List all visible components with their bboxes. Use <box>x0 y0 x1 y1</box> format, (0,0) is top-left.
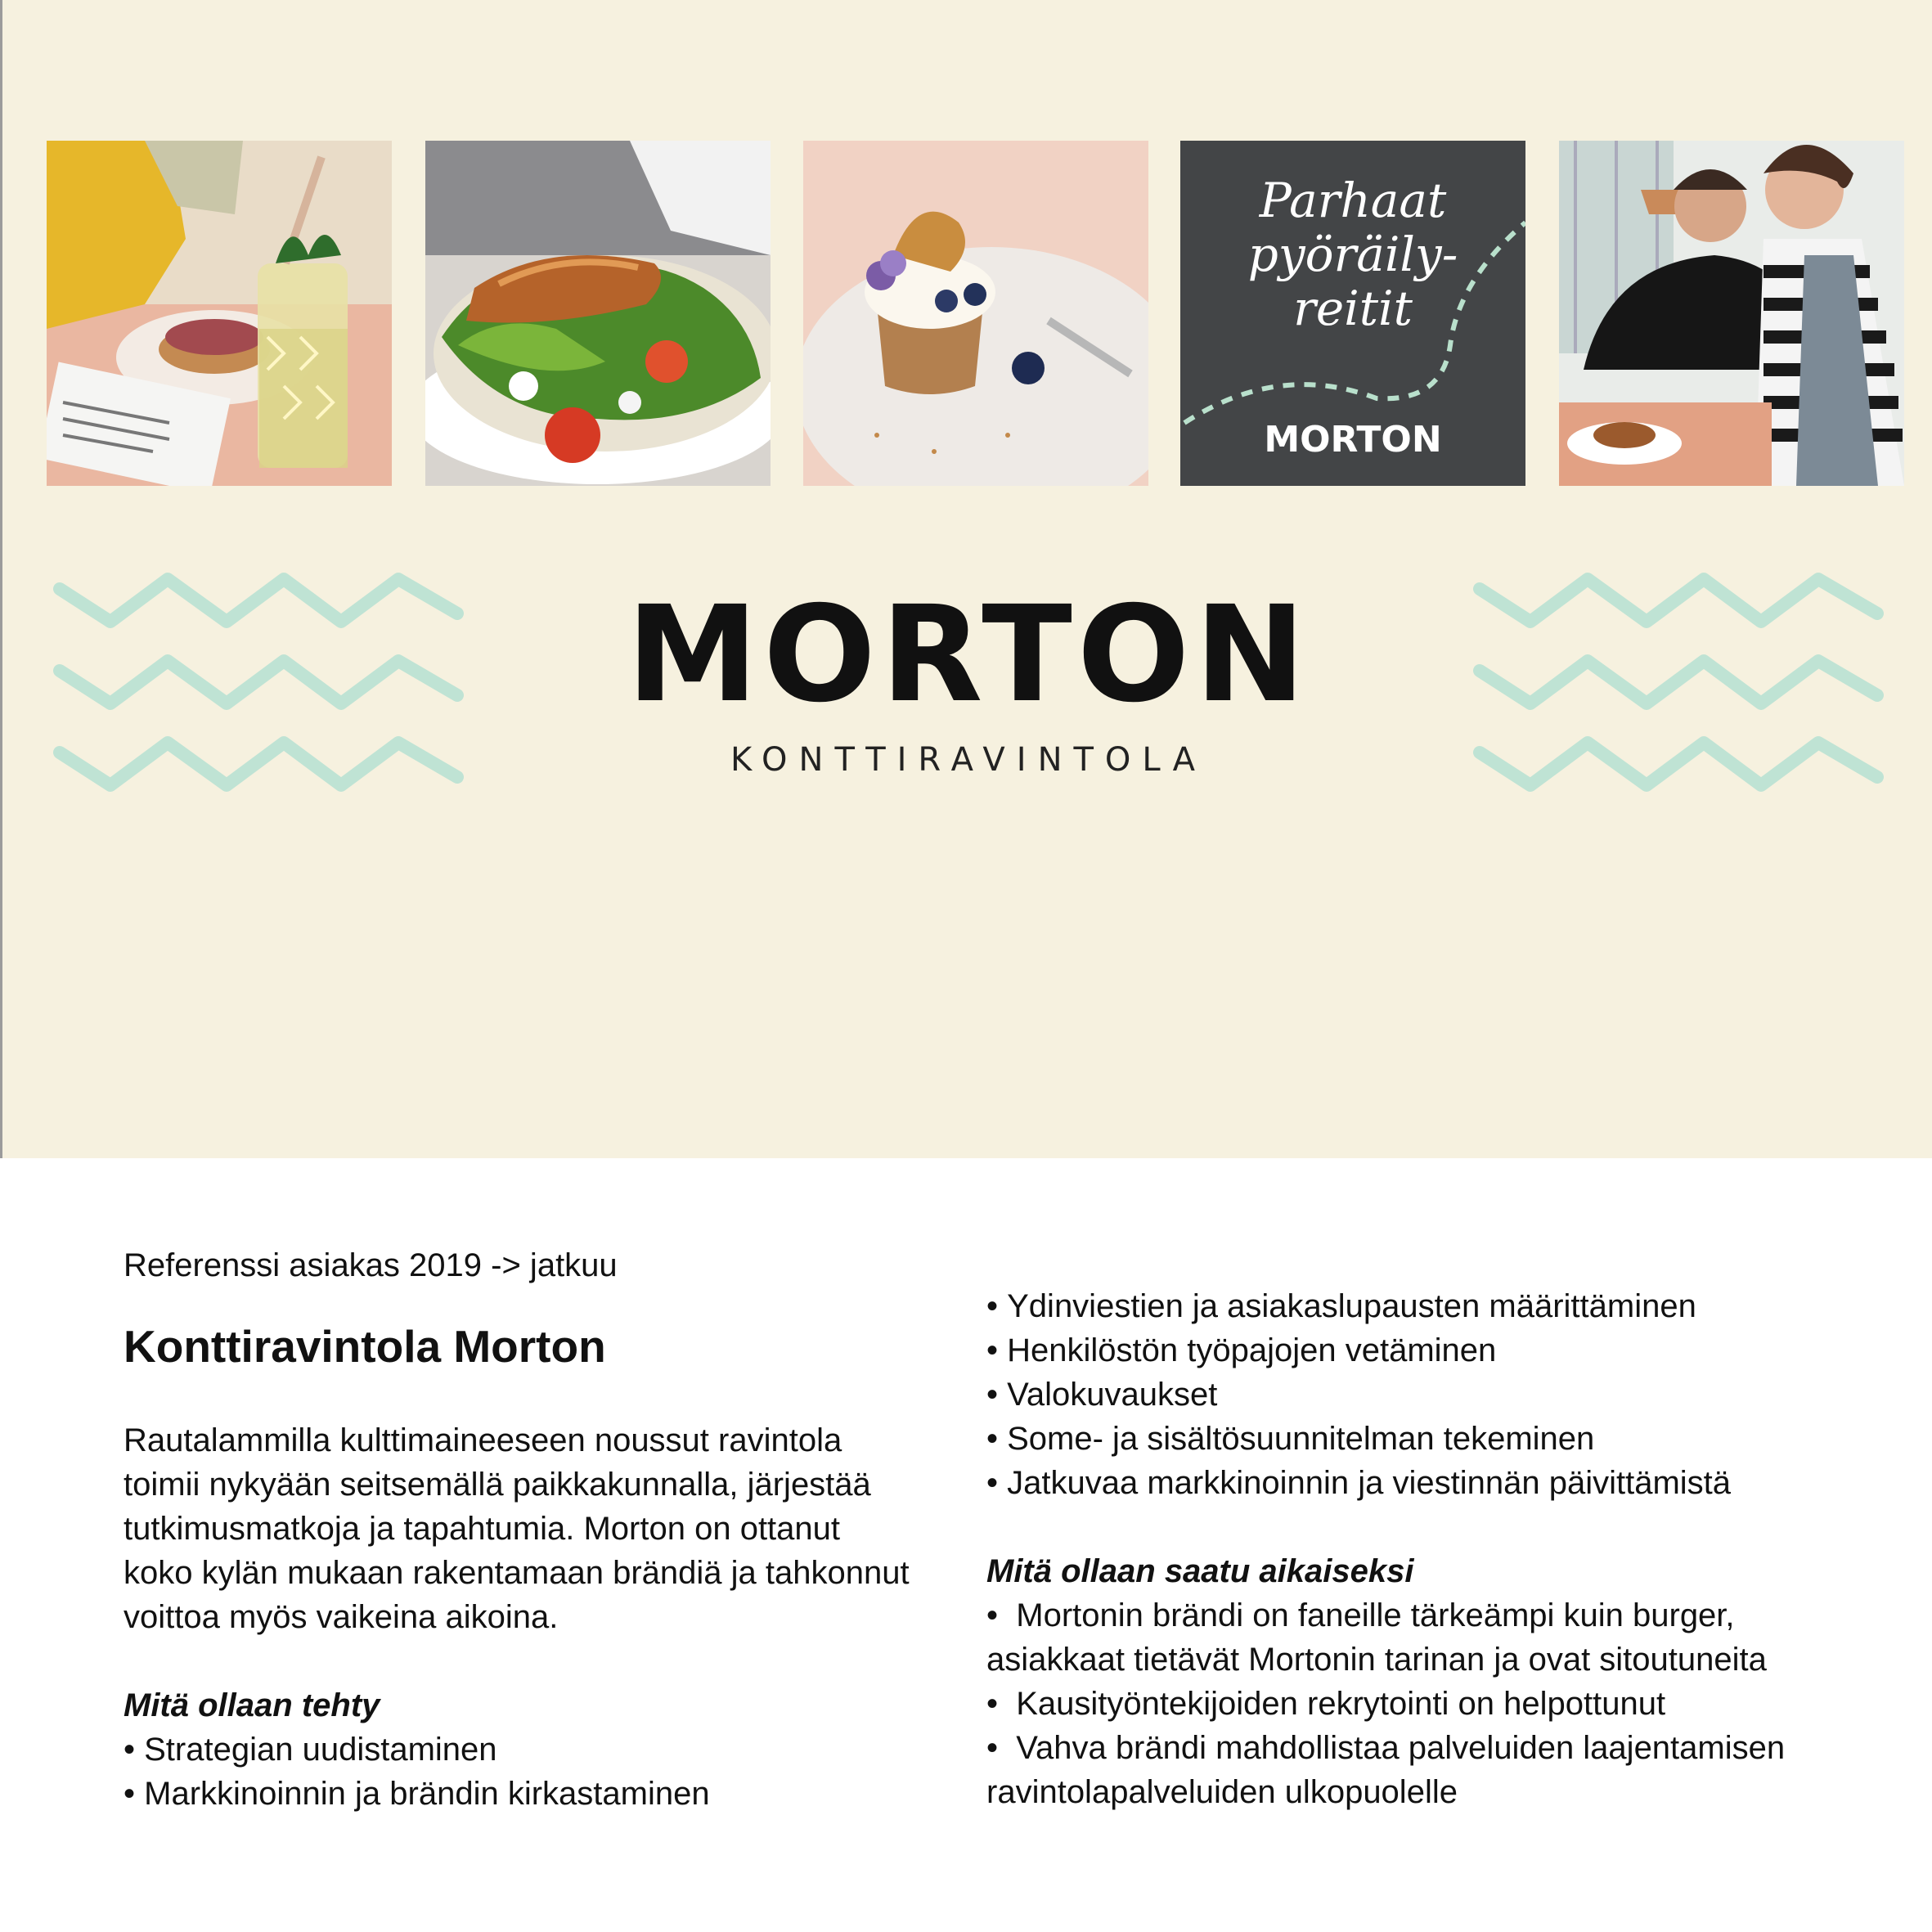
description-line: toimii nykyään seitsemällä paikkakunnalla, järjestää <box>124 1467 871 1503</box>
page-title: Konttiravintola Morton <box>124 1321 606 1372</box>
promo-brand: MORTON <box>1264 419 1442 461</box>
list-item: • Valokuvaukset <box>986 1373 1870 1417</box>
right-column <box>986 1284 1870 1814</box>
promo-script-line: reitit <box>1293 281 1413 336</box>
result-line: ravintolapalveluiden ulkopuolelle <box>986 1774 1458 1810</box>
description-line: voittoa myös vaikeina aikoina. <box>124 1599 559 1635</box>
logo-subtitle: KONTTIRAVINTOLA <box>730 741 1206 779</box>
description <box>124 1418 941 1639</box>
description-line: Rautalammilla kulttimaineeseen noussut ravintola <box>124 1422 842 1458</box>
result-item <box>986 1682 1870 1726</box>
result-line: Vahva brändi mahdollistaa palveluiden laajentamisen <box>1016 1730 1786 1766</box>
salmon-salad-photo <box>425 141 771 486</box>
results-heading: Mitä ollaan saatu aikaiseksi <box>986 1553 1414 1589</box>
result-line: Mortonin brändi on faneille tärkeämpi kuin burger, <box>1016 1597 1735 1633</box>
list-item: • Henkilöstön työpajojen vetäminen <box>986 1328 1870 1373</box>
restaurant-staff-photo <box>1559 141 1904 486</box>
done-list <box>124 1728 941 1816</box>
list-item: • Ydinviestien ja asiakaslupausten määrittäminen <box>986 1284 1870 1328</box>
logo-title: MORTON <box>626 578 1311 732</box>
list-item: • Jatkuvaa markkinoinnin ja viestinnän päivittämistä <box>986 1461 1870 1505</box>
result-line: asiakkaat tietävät Mortonin tarinan ja ovat sitoutuneita <box>986 1642 1767 1678</box>
promo-script-line: pyöräily- <box>1247 227 1458 282</box>
results-list <box>986 1593 1870 1814</box>
list-item: • Some- ja sisältösuunnitelman tekeminen <box>986 1417 1870 1461</box>
description-line: koko kylän mukaan rakentamaan brändiä ja tahkonnut <box>124 1555 910 1591</box>
description-line: tutkimusmatkoja ja tapahtumia. Morton on ottanut <box>124 1511 841 1547</box>
done-list-continued <box>986 1284 1870 1505</box>
done-heading: Mitä ollaan tehty <box>124 1687 380 1723</box>
result-line: Kausityöntekijoiden rekrytointi on helpottunut <box>1016 1686 1666 1722</box>
pancakes-and-drink-photo <box>47 141 392 486</box>
promo-script-line: Parhaat <box>1259 173 1447 228</box>
reference-label: Referenssi asiakas 2019 -> jatkuu <box>124 1247 618 1283</box>
dessert-photo <box>803 141 1148 486</box>
left-column <box>124 1243 941 1816</box>
list-item: • Markkinoinnin ja brändin kirkastaminen <box>124 1772 941 1816</box>
result-item <box>986 1593 1870 1638</box>
result-item <box>986 1726 1870 1770</box>
list-item: • Strategian uudistaminen <box>124 1728 941 1772</box>
promo-card <box>1180 141 1525 486</box>
